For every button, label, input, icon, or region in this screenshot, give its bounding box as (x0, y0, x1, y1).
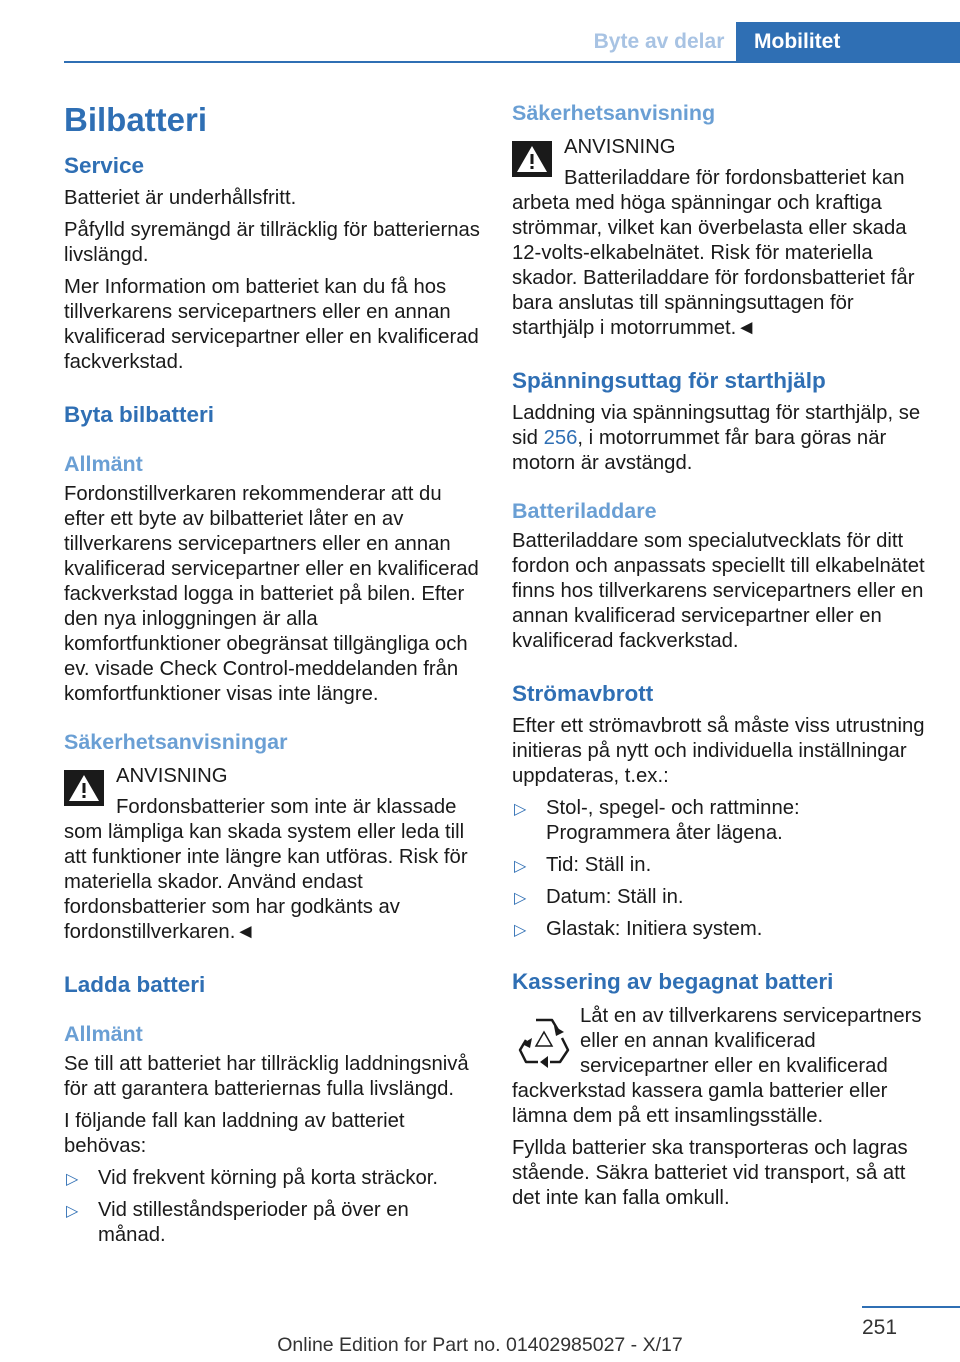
outage-p1: Efter ett strömavbrott så måste viss utrustning initieras på nytt och individuella inställningar uppdateras, t.ex.: (512, 715, 925, 787)
charger-p1: Batteriladdare som specialutvecklats för ditt fordon och anpassats speciellt till elkabelnätet finns hos tillverkarens servicepartners eller en annan kvalificerad servicepartner eller en kvalificerad fackverkstad. (512, 530, 925, 652)
disposal-notice (512, 1004, 928, 1129)
list-item (512, 885, 928, 910)
list-item-text: Tid: Ställ in. (546, 854, 652, 876)
charge-subheading: Allmänt (64, 1022, 143, 1046)
outage-heading: Strömavbrott (512, 681, 654, 706)
left-column (64, 100, 480, 1255)
charge-p1: Se till att batteriet har tillräcklig laddningsnivå för att garantera batteriernas fulla livslängd. (64, 1053, 469, 1100)
list-item-text: Datum: Ställ in. (546, 886, 684, 908)
list-item-text: Stol-, spegel- och rattminne: Programmera åter lägena. (546, 797, 800, 844)
warning-title: ANVISNING (564, 136, 676, 158)
socket-heading: Spänningsuttag för starthjälp (512, 368, 826, 393)
charger-safety-heading: Säkerhetsanvisning (512, 101, 716, 125)
list-item-text: Vid stilleståndsperioder på över en månad. (98, 1199, 409, 1246)
triangle-bullet-icon: ▷ (66, 1171, 79, 1188)
triangle-bullet-icon: ▷ (514, 922, 527, 939)
page-title: Bilbatteri (64, 101, 208, 138)
page-number: 251 (862, 1316, 898, 1339)
service-p3: Mer Information om batteriet kan du få hos tillverkarens servicepartners eller en annan kvalificerad servicepartner eller en kvalificerad fackverkstad. (64, 276, 479, 373)
outage-bullet-list (512, 796, 928, 942)
triangle-bullet-icon: ▷ (514, 801, 527, 818)
triangle-bullet-icon: ▷ (66, 1203, 79, 1220)
socket-text (512, 401, 928, 476)
chapter-tab[interactable]: Byte av delar (593, 30, 725, 53)
section-tab[interactable]: Mobilitet (736, 22, 960, 62)
charge-heading: Ladda batteri (64, 972, 206, 997)
warning-text: Batteriladdare för fordonsbatteriet kan arbeta med höga spänningar och kraftiga strömmar, vilket kan överbelasta eller skada 12-volts-elkabelnätet. Risk för materiella skador. Batteriladdare för fordonsbatteriet får bara anslutas till spänningsuttagen för starthjälp i motorrummet.◄ (512, 167, 915, 339)
triangle-bullet-icon: ▷ (514, 858, 527, 875)
list-item (512, 796, 928, 846)
warning-notice (64, 764, 480, 945)
charger-heading: Batteriladdare (512, 499, 657, 523)
edition-note: Online Edition for Part no. 01402985027 - X/17 (277, 1334, 683, 1356)
socket-text-end: , i motorrummet får bara göras när motorn är avstängd. (512, 427, 887, 474)
warning-title: ANVISNING (116, 765, 228, 787)
triangle-bullet-icon: ▷ (514, 890, 527, 907)
service-p2: Påfylld syremängd är tillräcklig för batteriernas livslängd. (64, 219, 480, 266)
disposal-heading: Kassering av begagnat batteri (512, 969, 834, 994)
list-item (512, 917, 928, 942)
charge-p2: I följande fall kan laddning av batteriet behövas: (64, 1110, 405, 1157)
footer-rule (862, 1306, 960, 1308)
warning-triangle-icon (512, 141, 552, 177)
socket-text-start: Laddning via spänningsuttag för starthjälp, se sid (512, 402, 921, 449)
list-item-text: Glastak: Initiera system. (546, 918, 763, 940)
list-item-text: Vid frekvent körning på korta sträckor. (98, 1167, 439, 1189)
warning-text: Fordonsbatterier som inte är klassade som lämpliga kan skada system eller leda till att funktioner inte längre kan utföras. Risk för materiella skador. Använd endast fordonsbatterier som har godkänts av fordonstillverkaren.◄ (64, 796, 468, 943)
list-item (512, 853, 928, 878)
disposal-p1: Låt en av tillverkarens servicepartners eller en annan kvalificerad servicepartner eller en kvalificerad fackverkstad kassera gamla batterier eller lämna dem på ett insamlingsställe. (512, 1005, 922, 1127)
warning-notice (512, 135, 928, 341)
disposal-p2: Fyllda batterier ska transporteras och lagras stående. Säkra batteriet vid transport, så att det inte kan falla omkull. (512, 1137, 908, 1209)
right-column (512, 100, 928, 1218)
page-reference-link[interactable]: 256 (543, 427, 578, 449)
service-heading: Service (64, 153, 145, 178)
safety-heading: Säkerhetsanvisningar (64, 730, 288, 754)
recycle-icon (514, 1012, 574, 1068)
replace-p1: Fordonstillverkaren rekommenderar att du efter ett byte av bilbatteriet låter en av tillverkarens servicepartners eller en annan kvalificerad servicepartner eller en kvalificerad fackverkstad logga in batteriet på bilen. Efter den nya inloggningen är alla komfortfunktioner obegränsat tillgängliga och ev. visade Check Control-meddelanden från komfortfunktioner visas inte längre. (64, 483, 479, 705)
service-p1: Batteriet är underhållsfritt. (64, 187, 297, 209)
list-item (64, 1166, 480, 1191)
warning-triangle-icon (64, 770, 104, 806)
replace-subheading: Allmänt (64, 452, 143, 476)
charge-bullet-list (64, 1166, 480, 1248)
replace-heading: Byta bilbatteri (64, 402, 215, 427)
list-item (64, 1198, 480, 1248)
